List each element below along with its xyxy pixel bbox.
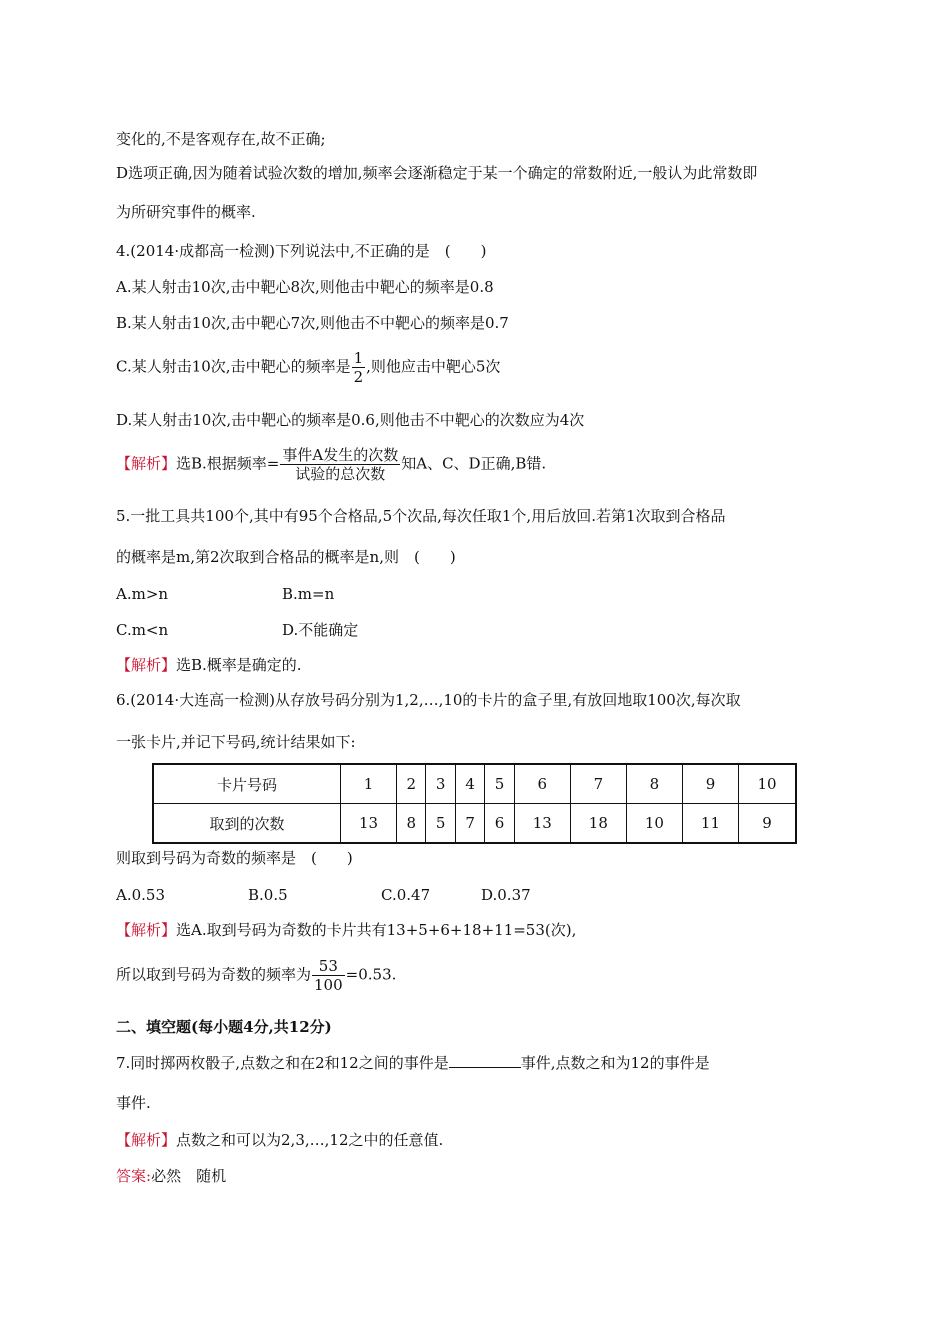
fraction-numerator: 1 — [353, 349, 364, 367]
option-a: A.0.53 — [116, 886, 165, 904]
table-row — [153, 764, 796, 804]
fraction-numerator: 事件A发生的次数 — [282, 446, 399, 464]
question-text: 事件,点数之和为12的事件是 — [520, 1054, 710, 1072]
question-6: 6.(2014·大连高一检测)从存放号码分别为1,2,…,10的卡片的盒子里,有放回地取100次,每次取 — [116, 691, 741, 709]
table-cell: 卡片号码 — [153, 764, 341, 804]
solution-text: 选A.取到号码为奇数的卡片共有13+5+6+18+11=53(次), — [176, 921, 577, 939]
table-cell: 18 — [570, 804, 626, 844]
option-c-text: ,则他应击中靶心5次 — [366, 357, 501, 376]
table-cell: 5 — [485, 764, 514, 804]
solution-7 — [116, 1130, 443, 1150]
question-6-cont: 则取到号码为奇数的频率是 ( ) — [116, 849, 353, 867]
solution-text: 知A、C、D正确,B错. — [401, 454, 547, 473]
table-cell: 7 — [570, 764, 626, 804]
option-c: C.m<n — [116, 621, 169, 639]
option-c — [116, 349, 500, 386]
option-b: B.m=n — [282, 585, 335, 603]
answer-line — [116, 1166, 226, 1186]
solution-label: 【解析】 — [116, 454, 177, 473]
solution-text: 点数之和可以为2,3,…,12之中的任意值. — [176, 1131, 444, 1149]
option-d: D.不能确定 — [282, 621, 359, 639]
question-6-cont: 一张卡片,并记下号码,统计结果如下: — [116, 733, 356, 751]
table-cell: 8 — [397, 804, 426, 844]
solution-4 — [116, 446, 546, 483]
fraction-numerator: 53 — [318, 957, 338, 975]
option-a: A.m>n — [116, 585, 169, 603]
table-cell: 10 — [739, 764, 797, 804]
question-4: 4.(2014·成都高一检测)下列说法中,不正确的是 ( ) — [116, 242, 487, 260]
section-heading: 二、填空题(每小题4分,共12分) — [116, 1018, 332, 1036]
option-b: B.某人射击10次,击中靶心7次,则他击不中靶心的频率是0.7 — [116, 314, 509, 332]
text-line: D选项正确,因为随着试验次数的增加,频率会逐渐稳定于某一个确定的常数附近,一般认为此常数即 — [116, 164, 758, 182]
solution-5 — [116, 655, 302, 675]
solution-label: 【解析】 — [116, 921, 177, 939]
table-cell: 9 — [682, 764, 738, 804]
answer-label: 答案: — [116, 1167, 152, 1185]
table-cell: 7 — [455, 804, 484, 844]
option-c-text: C.某人射击10次,击中靶心的频率是 — [116, 357, 351, 376]
table-cell: 5 — [426, 804, 455, 844]
question-7-cont: 事件. — [116, 1094, 151, 1112]
fraction — [280, 446, 400, 483]
text-line: 为所研究事件的概率. — [116, 203, 256, 221]
table-cell: 13 — [341, 804, 397, 844]
answer-blank — [449, 1053, 521, 1068]
table-cell: 13 — [514, 804, 570, 844]
option-d: D.0.37 — [481, 886, 531, 904]
table-cell: 1 — [341, 764, 397, 804]
table-cell: 取到的次数 — [153, 804, 341, 844]
solution-text: =0.53. — [345, 965, 397, 984]
solution-label: 【解析】 — [116, 1131, 177, 1149]
table-cell: 9 — [739, 804, 797, 844]
solution-text: 选B.概率是确定的. — [176, 656, 302, 674]
table-cell: 8 — [626, 764, 682, 804]
fraction-denominator: 100 — [314, 976, 343, 994]
option-c: C.0.47 — [381, 886, 431, 904]
stats-table — [152, 763, 797, 844]
table-cell: 2 — [397, 764, 426, 804]
table-cell: 4 — [455, 764, 484, 804]
table-cell: 3 — [426, 764, 455, 804]
question-5: 5.一批工具共100个,其中有95个合格品,5个次品,每次任取1个,用后放回.若第1次取到合格品 — [116, 507, 726, 525]
solution-6 — [116, 920, 576, 940]
question-7 — [116, 1053, 710, 1073]
solution-text: 所以取到号码为奇数的频率为 — [116, 965, 312, 984]
option-a: A.某人射击10次,击中靶心8次,则他击中靶心的频率是0.8 — [116, 278, 494, 296]
table-cell: 6 — [485, 804, 514, 844]
question-5-cont: 的概率是m,第2次取到合格品的概率是n,则 ( ) — [116, 548, 456, 566]
table-row — [153, 804, 796, 844]
answer-text: 必然 随机 — [151, 1167, 227, 1185]
table-cell: 10 — [626, 804, 682, 844]
option-b: B.0.5 — [248, 886, 288, 904]
solution-6-cont — [116, 957, 396, 994]
fraction-denominator: 试验的总次数 — [280, 464, 400, 483]
fraction — [352, 349, 366, 386]
text-line: 变化的,不是客观存在,故不正确; — [116, 130, 326, 148]
table-cell: 6 — [514, 764, 570, 804]
question-text: 7.同时掷两枚骰子,点数之和在2和12之间的事件是 — [116, 1054, 449, 1072]
option-d: D.某人射击10次,击中靶心的频率是0.6,则他击不中靶心的次数应为4次 — [116, 411, 585, 429]
solution-text: 选B.根据频率= — [176, 454, 280, 473]
solution-label: 【解析】 — [116, 656, 177, 674]
fraction — [312, 957, 345, 994]
table-cell: 11 — [682, 804, 738, 844]
fraction-denominator: 2 — [353, 368, 364, 386]
